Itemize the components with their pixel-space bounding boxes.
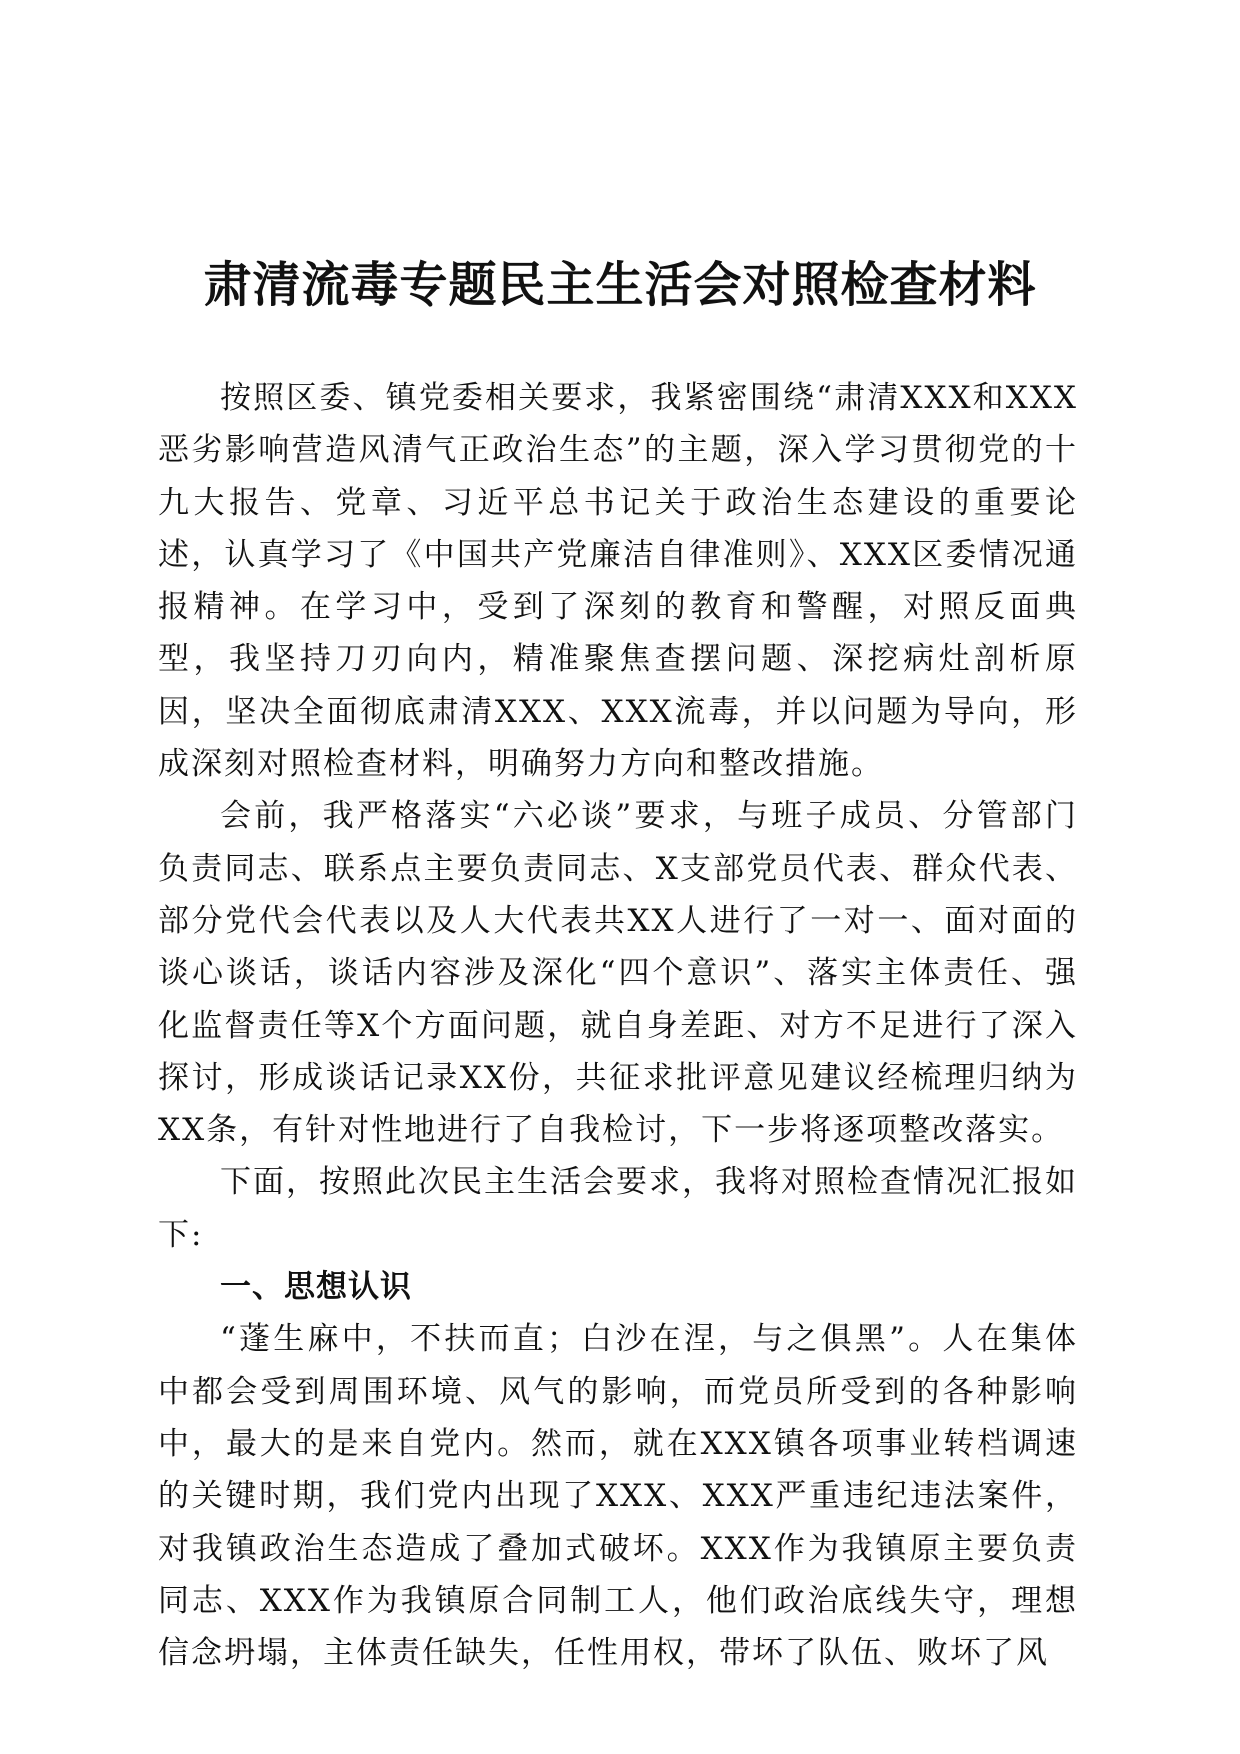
document-body [158, 372, 1078, 1679]
section-heading: 一、思想认识 [220, 1269, 412, 1306]
paragraph-pre-meeting: 会前，我严格落实“六必谈”要求，与班子成员、分管部门负责同志、联系点主要负责同志、X支部党员代表、群众代表、部分党代会代表以及人大代表共XX人进行了一对一、面对面的谈心谈话，谈话内容涉及深化“四个意识”、落实主体责任、强化监督责任等X个方面问题，就自身差距、对方不足进行了深入探讨，形成谈话记录XX份，共征求批评意见建议经梳理归纳为XX条，有针对性地进行了自我检讨，下一步将逐项整改落实。 [158, 798, 1078, 1149]
paragraph-report-lead: 下面，按照此次民主生活会要求，我将对照检查情况汇报如下: [158, 1164, 1078, 1253]
paragraph-ideological: “蓬生麻中，不扶而直；白沙在涅，与之俱黑”。人在集体中都会受到周围环境、风气的影响，而党员所受到的各种影响中，最大的是来自党内。然而，就在XXX镇各项事业转档调速的关键时期，我们党内出现了XXX、XXX严重违纪违法案件，对我镇政治生态造成了叠加式破坏。XXX作为我镇原主要负责同志、XXX作为我镇原合同制工人，他们政治底线失守，理想信念坍塌，主体责任缺失，任性用权，带坏了队伍、败坏了风 [158, 1321, 1078, 1672]
document-title: 肃清流毒专题民主生活会对照检查材料 [203, 257, 1037, 313]
paragraph-intro: 按照区委、镇党委相关要求，我紧密围绕“肃清XXX和XXX恶劣影响营造风清气正政治生态”的主题，深入学习贯彻党的十九大报告、党章、习近平总书记关于政治生态建设的重要论述，认真学习了《中国共产党廉洁自律准则》、XXX区委情况通报精神。在学习中，受到了深刻的教育和警醒，对照反面典型，我坚持刀刃向内，精准聚焦查摆问题、深挖病灶剖析原因，坚决全面彻底肃清XXX、XXX流毒，并以问题为导向，形成深刻对照检查材料，明确努力方向和整改措施。 [158, 380, 1078, 783]
